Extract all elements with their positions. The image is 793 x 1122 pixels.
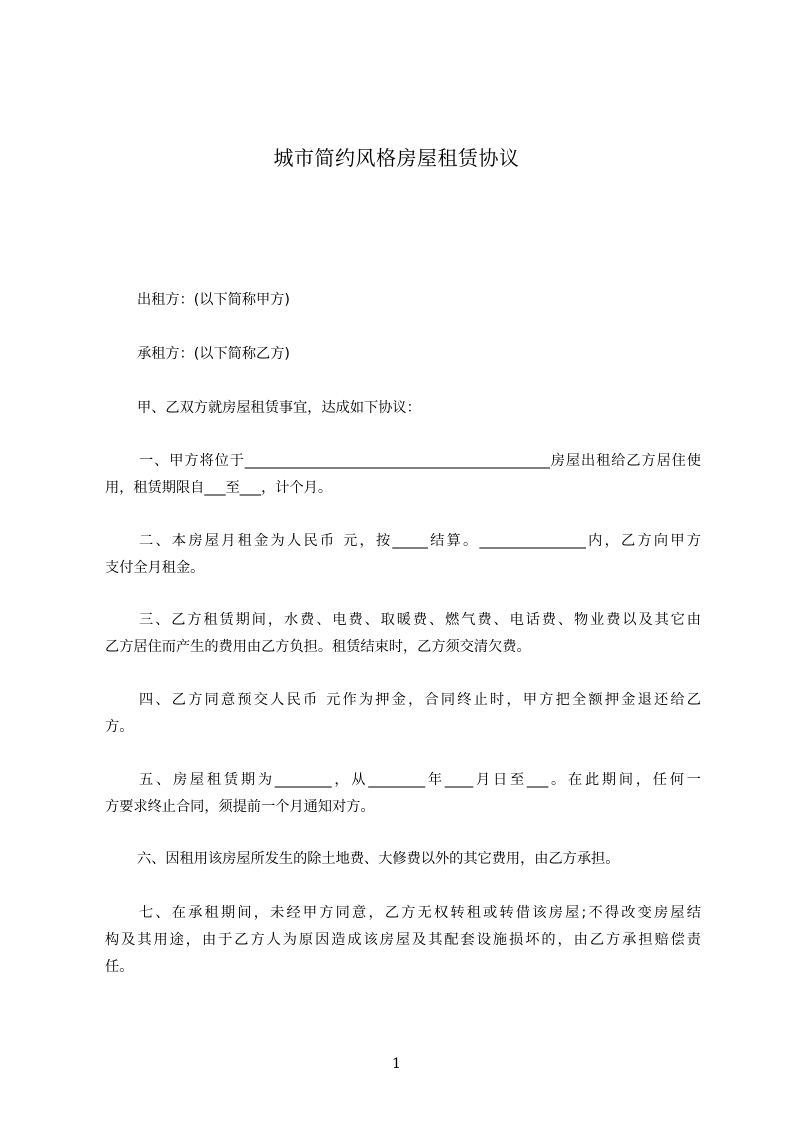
clause-5-line-1: 五、房屋租赁期为________，从________年____月日至___。在此期间，任何一	[139, 772, 701, 788]
clause-6-line-1: 六、因租用该房屋所发生的除土地费、大修费以外的其它费用，由乙方承担。	[137, 851, 620, 867]
clause-4-line-1: 四、乙方同意预交人民币 元作为押金，合同终止时，甲方把全额押金退还给乙	[139, 692, 701, 708]
party-lessor-line: 出租方：(以下简称甲方)	[137, 292, 290, 308]
clause-7-line-3: 任。	[105, 959, 134, 975]
agreement-intro-line: 甲、乙双方就房屋租赁事宜，达成如下协议：	[137, 400, 421, 416]
clause-2-line-2: 支付全月租金。	[105, 560, 205, 576]
document-title: 城市简约风格房屋租赁协议	[273, 146, 520, 170]
clause-4-line-2: 方。	[105, 719, 134, 735]
clause-1-line-2: 用，租赁期限自___至___，计个月。	[105, 480, 333, 496]
clause-1-line-1: 一、甲方将位于___________________________________________房屋出租给乙方居住使	[139, 453, 701, 469]
clause-3-line-1: 三、乙方租赁期间，水费、电费、取暖费、燃气费、电话费、物业费以及其它由	[139, 612, 701, 628]
clause-2-line-1: 二、本房屋月租金为人民币 元，按_____结算。_______________内，乙方向甲方	[139, 533, 701, 549]
clause-3-line-2: 乙方居住而产生的费用由乙方负担。租赁结束时，乙方须交清欠费。	[105, 639, 531, 655]
party-lessee-line: 承租方：(以下简称乙方)	[137, 346, 290, 362]
clause-7-line-1: 七、在承租期间，未经甲方同意，乙方无权转租或转借该房屋;不得改变房屋结	[139, 905, 701, 921]
page-number: 1	[392, 1056, 401, 1072]
clause-5-line-2: 方要求终止合同，须提前一个月通知对方。	[105, 799, 375, 815]
clause-7-line-2: 构及其用途，由于乙方人为原因造成该房屋及其配套设施损坏的，由乙方承担赔偿责	[105, 932, 701, 948]
